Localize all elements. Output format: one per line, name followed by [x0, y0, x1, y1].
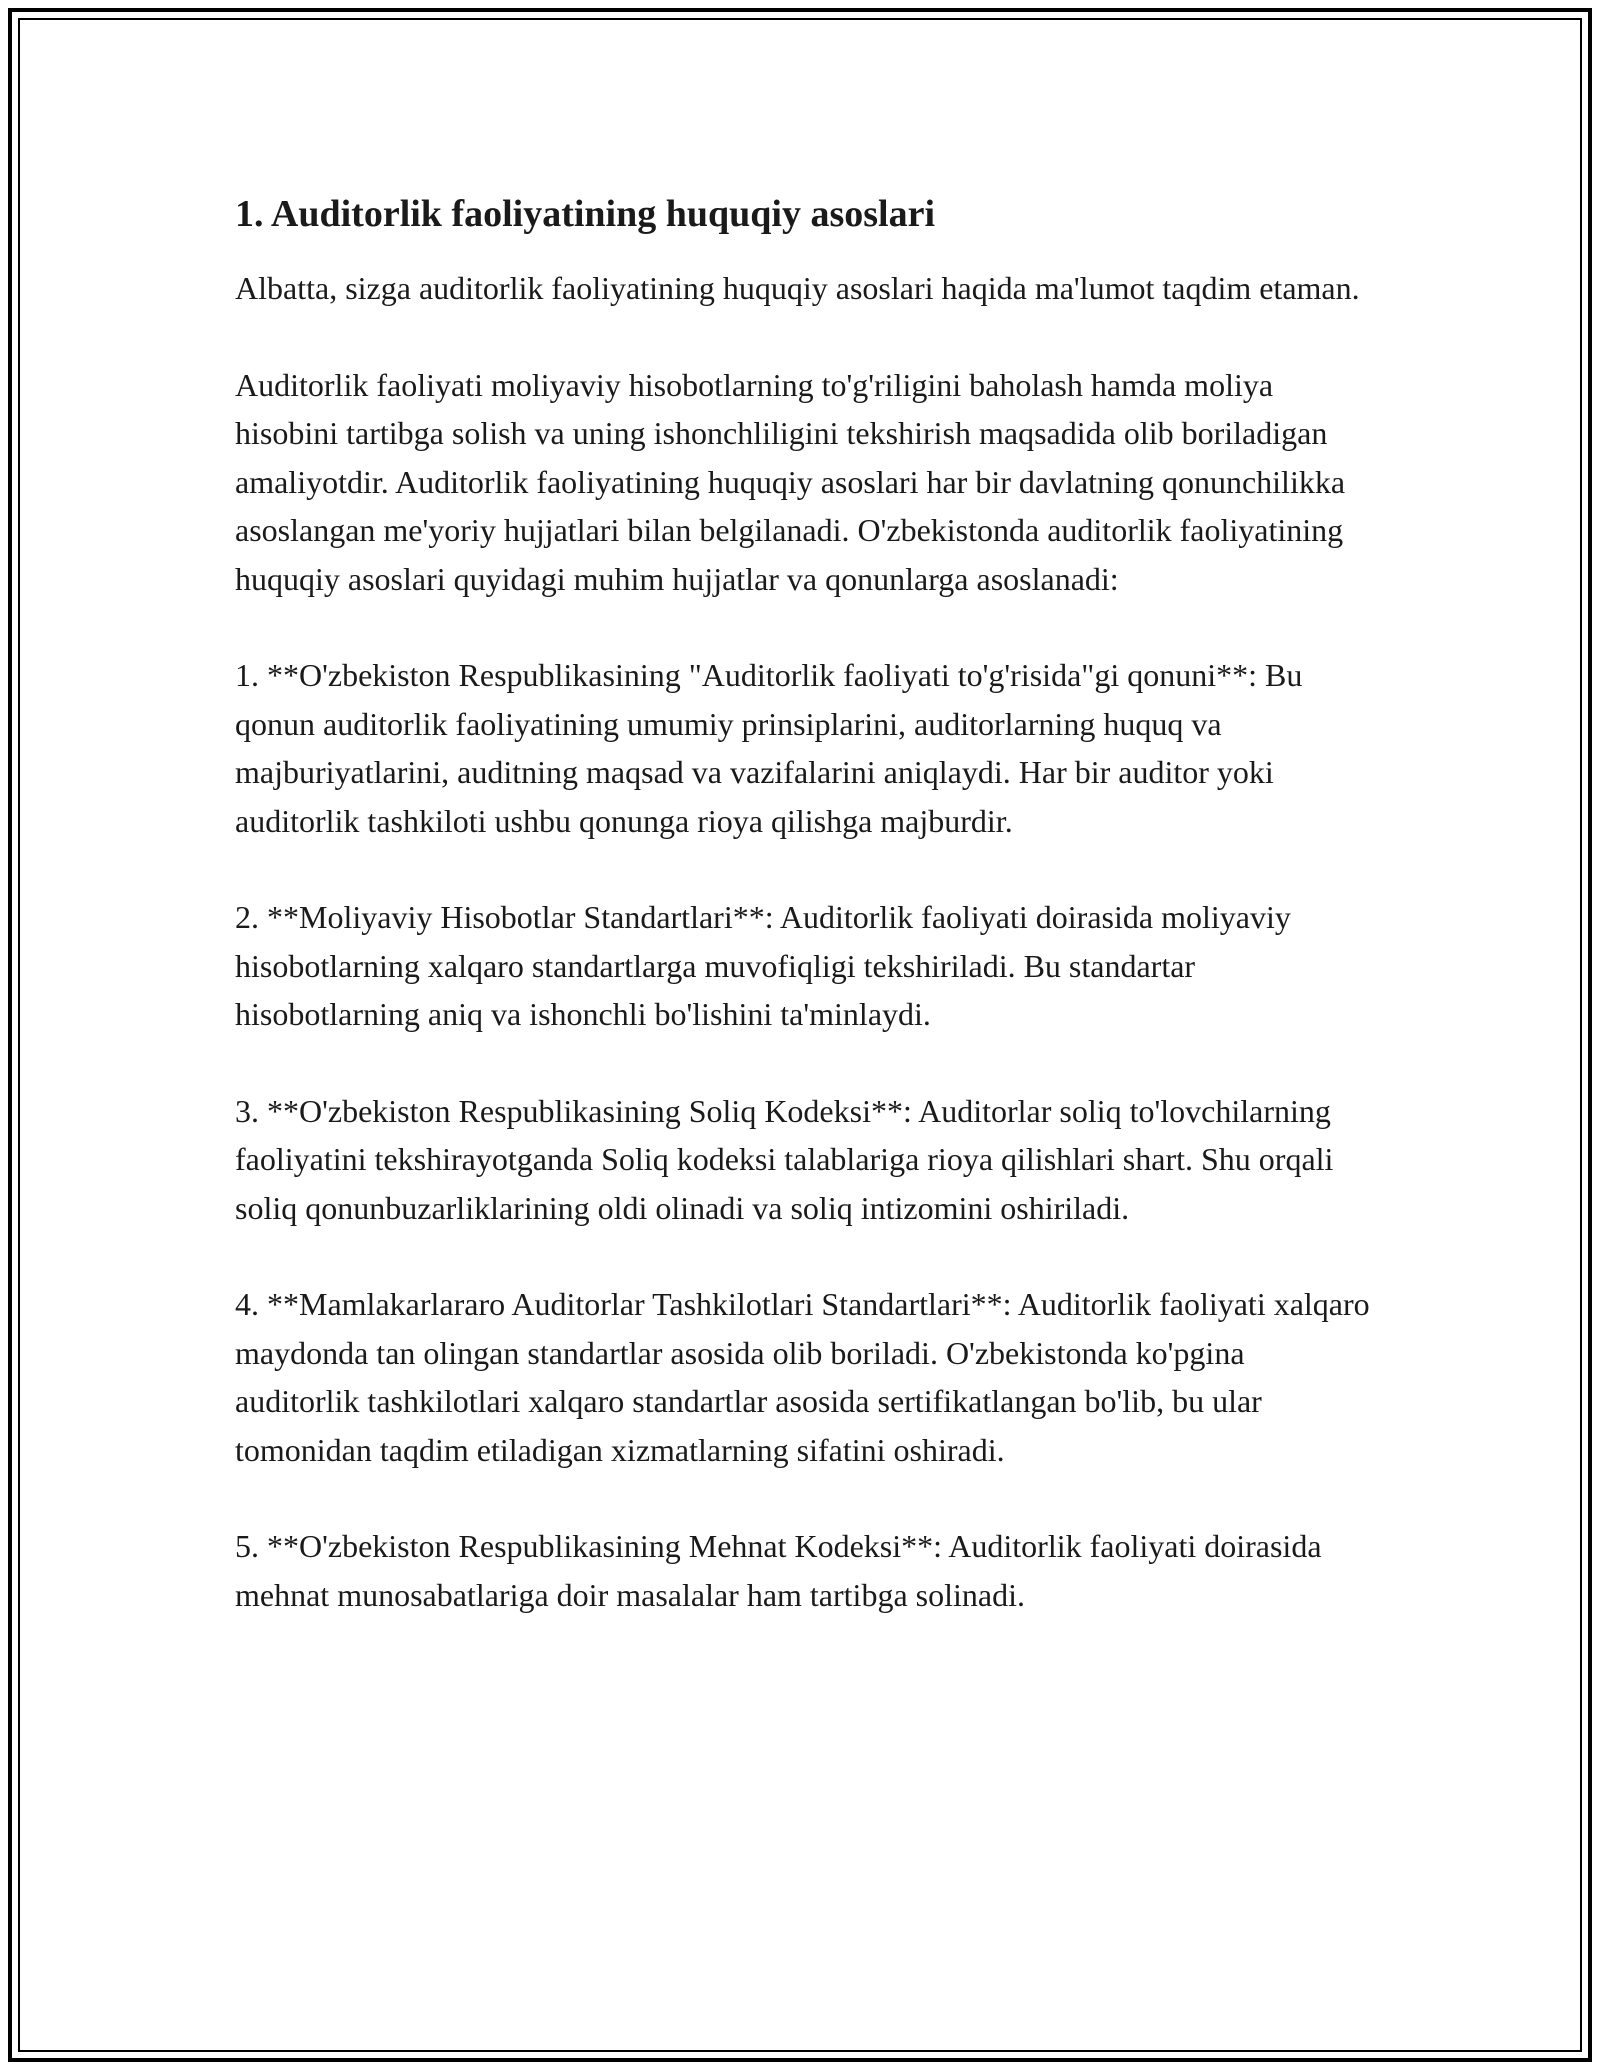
list-item-2: 2. **Moliyaviy Hisobotlar Standartlari**: Auditorlik faoliyati doirasida moliyaviy hisobotlarning xalqaro standartlarga muvofiqligi tekshiriladi. Bu standartar hisobotlarning aniq va ishonchli bo'lishini ta'minlaydi.	[235, 899, 1291, 1032]
list-item-4: 4. **Mamlakarlararo Auditorlar Tashkilotlari Standartlari**: Auditorlik faoliyati xalqaro maydonda tan olingan standartlar asosida olib boriladi. O'zbekistonda ko'pgina auditorlik tashkilotlari xalqaro standartlar asosida sertifikatlangan bo'lib, bu ular tomonidan taqdim etiladigan xizmatlarning sifatini oshiradi.	[235, 1286, 1370, 1468]
document-body	[235, 186, 1375, 1619]
overview-paragraph: Auditorlik faoliyati moliyaviy hisobotlarning to'g'riligini baholash hamda moliya hisobini tartibga solish va uning ishonchliligini tekshirish maqsadida olib boriladigan amaliyotdir. Auditorlik faoliyatining huquqiy asoslari har bir davlatning qonunchilikka asoslangan me'yoriy hujjatlari bilan belgilanadi. O'zbekistonda auditorlik faoliyatining huquqiy asoslari quyidagi muhim hujjatlar va qonunlarga asoslanadi:	[235, 366, 1346, 597]
list-item-1: 1. **O'zbekiston Respublikasining "Auditorlik faoliyati to'g'risida"gi qonuni**: Bu qonun auditorlik faoliyatining umumiy prinsiplarini, auditorlarning huquq va majburiyatlarini, auditning maqsad va vazifalarini aniqlaydi. Har bir auditor yoki auditorlik tashkiloti ushbu qonunga rioya qilishga majburdir.	[235, 657, 1303, 839]
intro-paragraph: Albatta, sizga auditorlik faoliyatining huquqiy asoslari haqida ma'lumot taqdim etaman.	[235, 270, 1360, 306]
document-title: 1. Auditorlik faoliyatining huquqiy asoslari	[235, 193, 936, 235]
list-item-3: 3. **O'zbekiston Respublikasining Soliq Kodeksi**: Auditorlar soliq to'lovchilarning faoliyatini tekshirayotganda Soliq kodeksi talablariga rioya qilishlari shart. Shu orqali soliq qonunbuzarliklarining oldi olinadi va soliq intizomini oshiriladi.	[235, 1092, 1334, 1226]
list-item-5: 5. **O'zbekiston Respublikasining Mehnat Kodeksi**: Auditorlik faoliyati doirasida mehnat munosabatlariga doir masalalar ham tartibga solinadi.	[235, 1528, 1322, 1613]
